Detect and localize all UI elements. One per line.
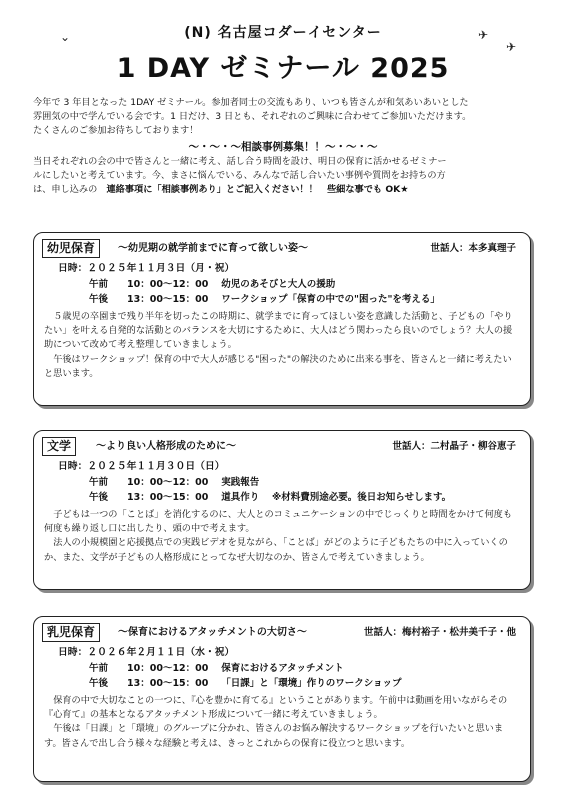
session-am: 午前 10：00～12：00 幼児のあそびと大人の援助 [89, 279, 336, 290]
section-date: 日時：２０２５年１１月３日（月・祝） [58, 263, 235, 274]
intro-line: 雰囲気の中で学んでいる会です。1 日だけ、3 日とも、それぞれのご興味に合わせてご参加いただけます。 [33, 111, 472, 122]
section-tag: 幼児保育 [42, 239, 100, 258]
page-title: 1 DAY ゼミナール 2025 [116, 53, 450, 84]
bird-icon: ✈ [478, 28, 489, 42]
section-literature [33, 430, 531, 590]
section-date: 日時：２０２６年２月１１日（水・祝） [58, 647, 235, 658]
bird-icon: ✈ [506, 40, 517, 54]
section-subtitle: ～より良い人格形成のために～ [96, 441, 236, 452]
section-helper: 世話人：本多真理子 [430, 243, 516, 254]
section-paragraph: 保育の中で大切なことの一つに、『心を豊かに育てる』ということがあります。午前中は動画を用いながらその『心育て』の基本となるアタッチメント形成について一緒に考えていきましょう。 [44, 695, 508, 721]
bird-icon: ⌄ [60, 30, 71, 44]
section-paragraph: ５歳児の卒園まで残り半年を切ったこの時期に、就学までに育ってほしい姿を意識した活動と、子どもの「やりたい」を叶える自発的な活動とのバランスを大切にするために、大人はどう関わったら良いのでしょう？大人の援助について改めて考え整理していきましょう。 [44, 311, 513, 351]
consultation-heading: ～・～・～相談事例募集！！～・～・～ [188, 141, 378, 153]
section-tag: 文学 [42, 437, 76, 456]
section-date: 日時：２０２５年１１月３０日（日） [58, 461, 225, 472]
section-paragraph: 子どもは一つの「ことば」を消化するのに、大人とのコミュニケーションの中でじっくりと時間をかけて何度も何度も繰り返し口に出したり、頭の中で考えます。 [44, 509, 513, 535]
session-pm: 午後 13：00～15：00 道具作り ※材料費別途必要。後日お知らせします。 [89, 492, 452, 503]
section-tag: 乳児保育 [42, 623, 100, 642]
session-pm: 午後 13：00～15：00 ワークショップ「保育の中での"困った"を考える」 [89, 294, 440, 305]
section-subtitle: ～保育におけるアタッチメントの大切さ～ [118, 627, 307, 638]
section-infant-childcare [33, 232, 531, 406]
intro-body-line: 当日それぞれの会の中で皆さんと一緒に考え、話し合う時間を設け、明日の保育に活かせるゼミナー [33, 156, 447, 167]
intro-body-line: ルにしたいと考えています。今、まさに悩んでいる、みんなで話し合いたい事例や質問をお持ちの方 [33, 170, 446, 181]
intro-line: 今年で 3 年目となった 1DAY ゼミナール。参加者同士の交流もあり、いつも皆さんが和気あいあいとした [33, 97, 469, 108]
section-helper: 世話人：二村晶子・柳谷恵子 [392, 441, 516, 452]
section-helper: 世話人：梅村裕子・松井美千子・他 [363, 627, 516, 638]
organization-name: (N) 名古屋コダーイセンター [184, 25, 382, 41]
session-am: 午前 10：00～12：00 保育におけるアタッチメント [89, 663, 344, 674]
intro-line: たくさんのご参加お待ちしております！ [33, 125, 199, 136]
section-subtitle: ～幼児期の就学前までに育って欲しい姿～ [118, 243, 308, 254]
intro-body-line: は、申し込みの 連絡事項に「相談事例あり」とご記入ください！！ 些細な事でも OK★ [33, 184, 409, 195]
session-pm: 午後 13：00～15：00 「日課」と「環境」作りのワークショップ [89, 678, 402, 689]
section-paragraph: 午後はワークショップ！保育の中で大人が感じる"困った"の解決のために出来る事を、皆さんと一緒に考えたいと思います。 [44, 353, 512, 379]
section-paragraph: 法人の小規模園と応援拠点での実践ビデオを見ながら、「ことば」がどのように子どもたちの中に入っていくのか、また、文学が子どもの人格形成にとってなぜ大切なのか、皆さんで考えていきましょう。 [44, 537, 508, 563]
section-baby-childcare [33, 616, 531, 782]
intro-section [33, 96, 533, 197]
section-paragraph: 午後は「日課」と「環境」のグループに分かれ、皆さんのお悩み解決するワークショップを行いたいと思います。皆さんで出し合う様々な経験と考えは、きっとこれからの保育に役立つと思います。 [44, 723, 504, 749]
session-am: 午前 10：00～12：00 実践報告 [89, 477, 260, 488]
